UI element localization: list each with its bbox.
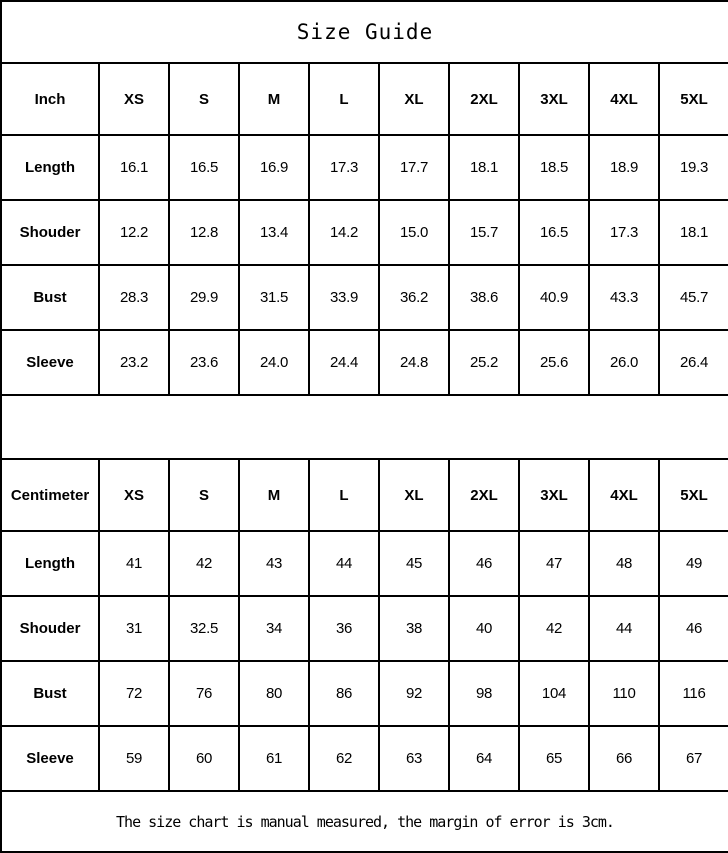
size-value: 32.5 [169,596,239,661]
row-label: Shouder [1,596,99,661]
size-value: 18.5 [519,135,589,200]
size-value: 76 [169,661,239,726]
size-column-header: XS [99,63,169,135]
page-title: Size Guide [1,1,728,63]
table-row [1,330,728,395]
size-column-header: XL [379,459,449,531]
size-value: 92 [379,661,449,726]
size-value: 66 [589,726,659,791]
size-value: 19.3 [659,135,728,200]
size-value: 43.3 [589,265,659,330]
size-column-header: L [309,459,379,531]
size-value: 64 [449,726,519,791]
table-row [1,661,728,726]
size-column-header: XS [99,459,169,531]
size-value: 61 [239,726,309,791]
size-value: 29.9 [169,265,239,330]
size-value: 16.9 [239,135,309,200]
size-column-header: 4XL [589,63,659,135]
size-column-header: 4XL [589,459,659,531]
size-value: 62 [309,726,379,791]
size-value: 44 [589,596,659,661]
title-row [1,1,728,63]
row-label: Bust [1,265,99,330]
size-value: 49 [659,531,728,596]
table-row [1,531,728,596]
row-label: Bust [1,661,99,726]
size-value: 63 [379,726,449,791]
table-row [1,726,728,791]
size-value: 34 [239,596,309,661]
size-value: 60 [169,726,239,791]
size-column-header: 5XL [659,459,728,531]
size-value: 31.5 [239,265,309,330]
size-value: 18.1 [449,135,519,200]
size-value: 15.0 [379,200,449,265]
size-value: 28.3 [99,265,169,330]
size-column-header: S [169,63,239,135]
size-value: 110 [589,661,659,726]
size-value: 40 [449,596,519,661]
size-value: 18.1 [659,200,728,265]
size-value: 13.4 [239,200,309,265]
size-value: 38 [379,596,449,661]
row-label: Length [1,531,99,596]
size-value: 44 [309,531,379,596]
size-value: 45.7 [659,265,728,330]
size-column-header: 3XL [519,63,589,135]
size-value: 116 [659,661,728,726]
spacer-row [1,395,728,459]
size-value: 67 [659,726,728,791]
row-label: Sleeve [1,726,99,791]
size-value: 16.5 [519,200,589,265]
size-value: 40.9 [519,265,589,330]
size-value: 25.6 [519,330,589,395]
size-value: 24.0 [239,330,309,395]
size-column-header: L [309,63,379,135]
size-value: 80 [239,661,309,726]
size-column-header: S [169,459,239,531]
size-value: 43 [239,531,309,596]
size-value: 25.2 [449,330,519,395]
size-value: 12.2 [99,200,169,265]
unit-label-centimeter: Centimeter [1,459,99,531]
size-value: 41 [99,531,169,596]
size-value: 42 [169,531,239,596]
size-value: 31 [99,596,169,661]
table-row [1,135,728,200]
footer-note: The size chart is manual measured, the margin of error is 3cm. [1,791,728,852]
size-value: 18.9 [589,135,659,200]
size-value: 24.8 [379,330,449,395]
size-value: 36.2 [379,265,449,330]
size-value: 47 [519,531,589,596]
size-value: 16.1 [99,135,169,200]
table-row [1,596,728,661]
size-value: 16.5 [169,135,239,200]
row-label: Sleeve [1,330,99,395]
size-column-header: 3XL [519,459,589,531]
size-value: 17.7 [379,135,449,200]
size-value: 46 [659,596,728,661]
size-column-header: 2XL [449,459,519,531]
size-column-header: XL [379,63,449,135]
size-value: 98 [449,661,519,726]
row-label: Shouder [1,200,99,265]
row-label: Length [1,135,99,200]
size-value: 23.6 [169,330,239,395]
size-value: 42 [519,596,589,661]
size-value: 86 [309,661,379,726]
spacer-cell [1,395,728,459]
size-value: 15.7 [449,200,519,265]
table-row [1,265,728,330]
size-value: 17.3 [589,200,659,265]
table-row [1,200,728,265]
size-value: 72 [99,661,169,726]
size-value: 46 [449,531,519,596]
size-value: 26.4 [659,330,728,395]
size-value: 45 [379,531,449,596]
size-value: 59 [99,726,169,791]
size-value: 24.4 [309,330,379,395]
size-value: 36 [309,596,379,661]
size-value: 65 [519,726,589,791]
unit-label-inch: Inch [1,63,99,135]
size-value: 23.2 [99,330,169,395]
size-column-header: 5XL [659,63,728,135]
size-value: 12.8 [169,200,239,265]
size-value: 104 [519,661,589,726]
size-value: 14.2 [309,200,379,265]
size-value: 48 [589,531,659,596]
size-column-header: M [239,459,309,531]
size-column-header: M [239,63,309,135]
size-value: 38.6 [449,265,519,330]
size-value: 26.0 [589,330,659,395]
size-value: 17.3 [309,135,379,200]
size-column-header: 2XL [449,63,519,135]
inch-header-row [1,63,728,135]
footer-row [1,791,728,852]
size-value: 33.9 [309,265,379,330]
centimeter-header-row [1,459,728,531]
